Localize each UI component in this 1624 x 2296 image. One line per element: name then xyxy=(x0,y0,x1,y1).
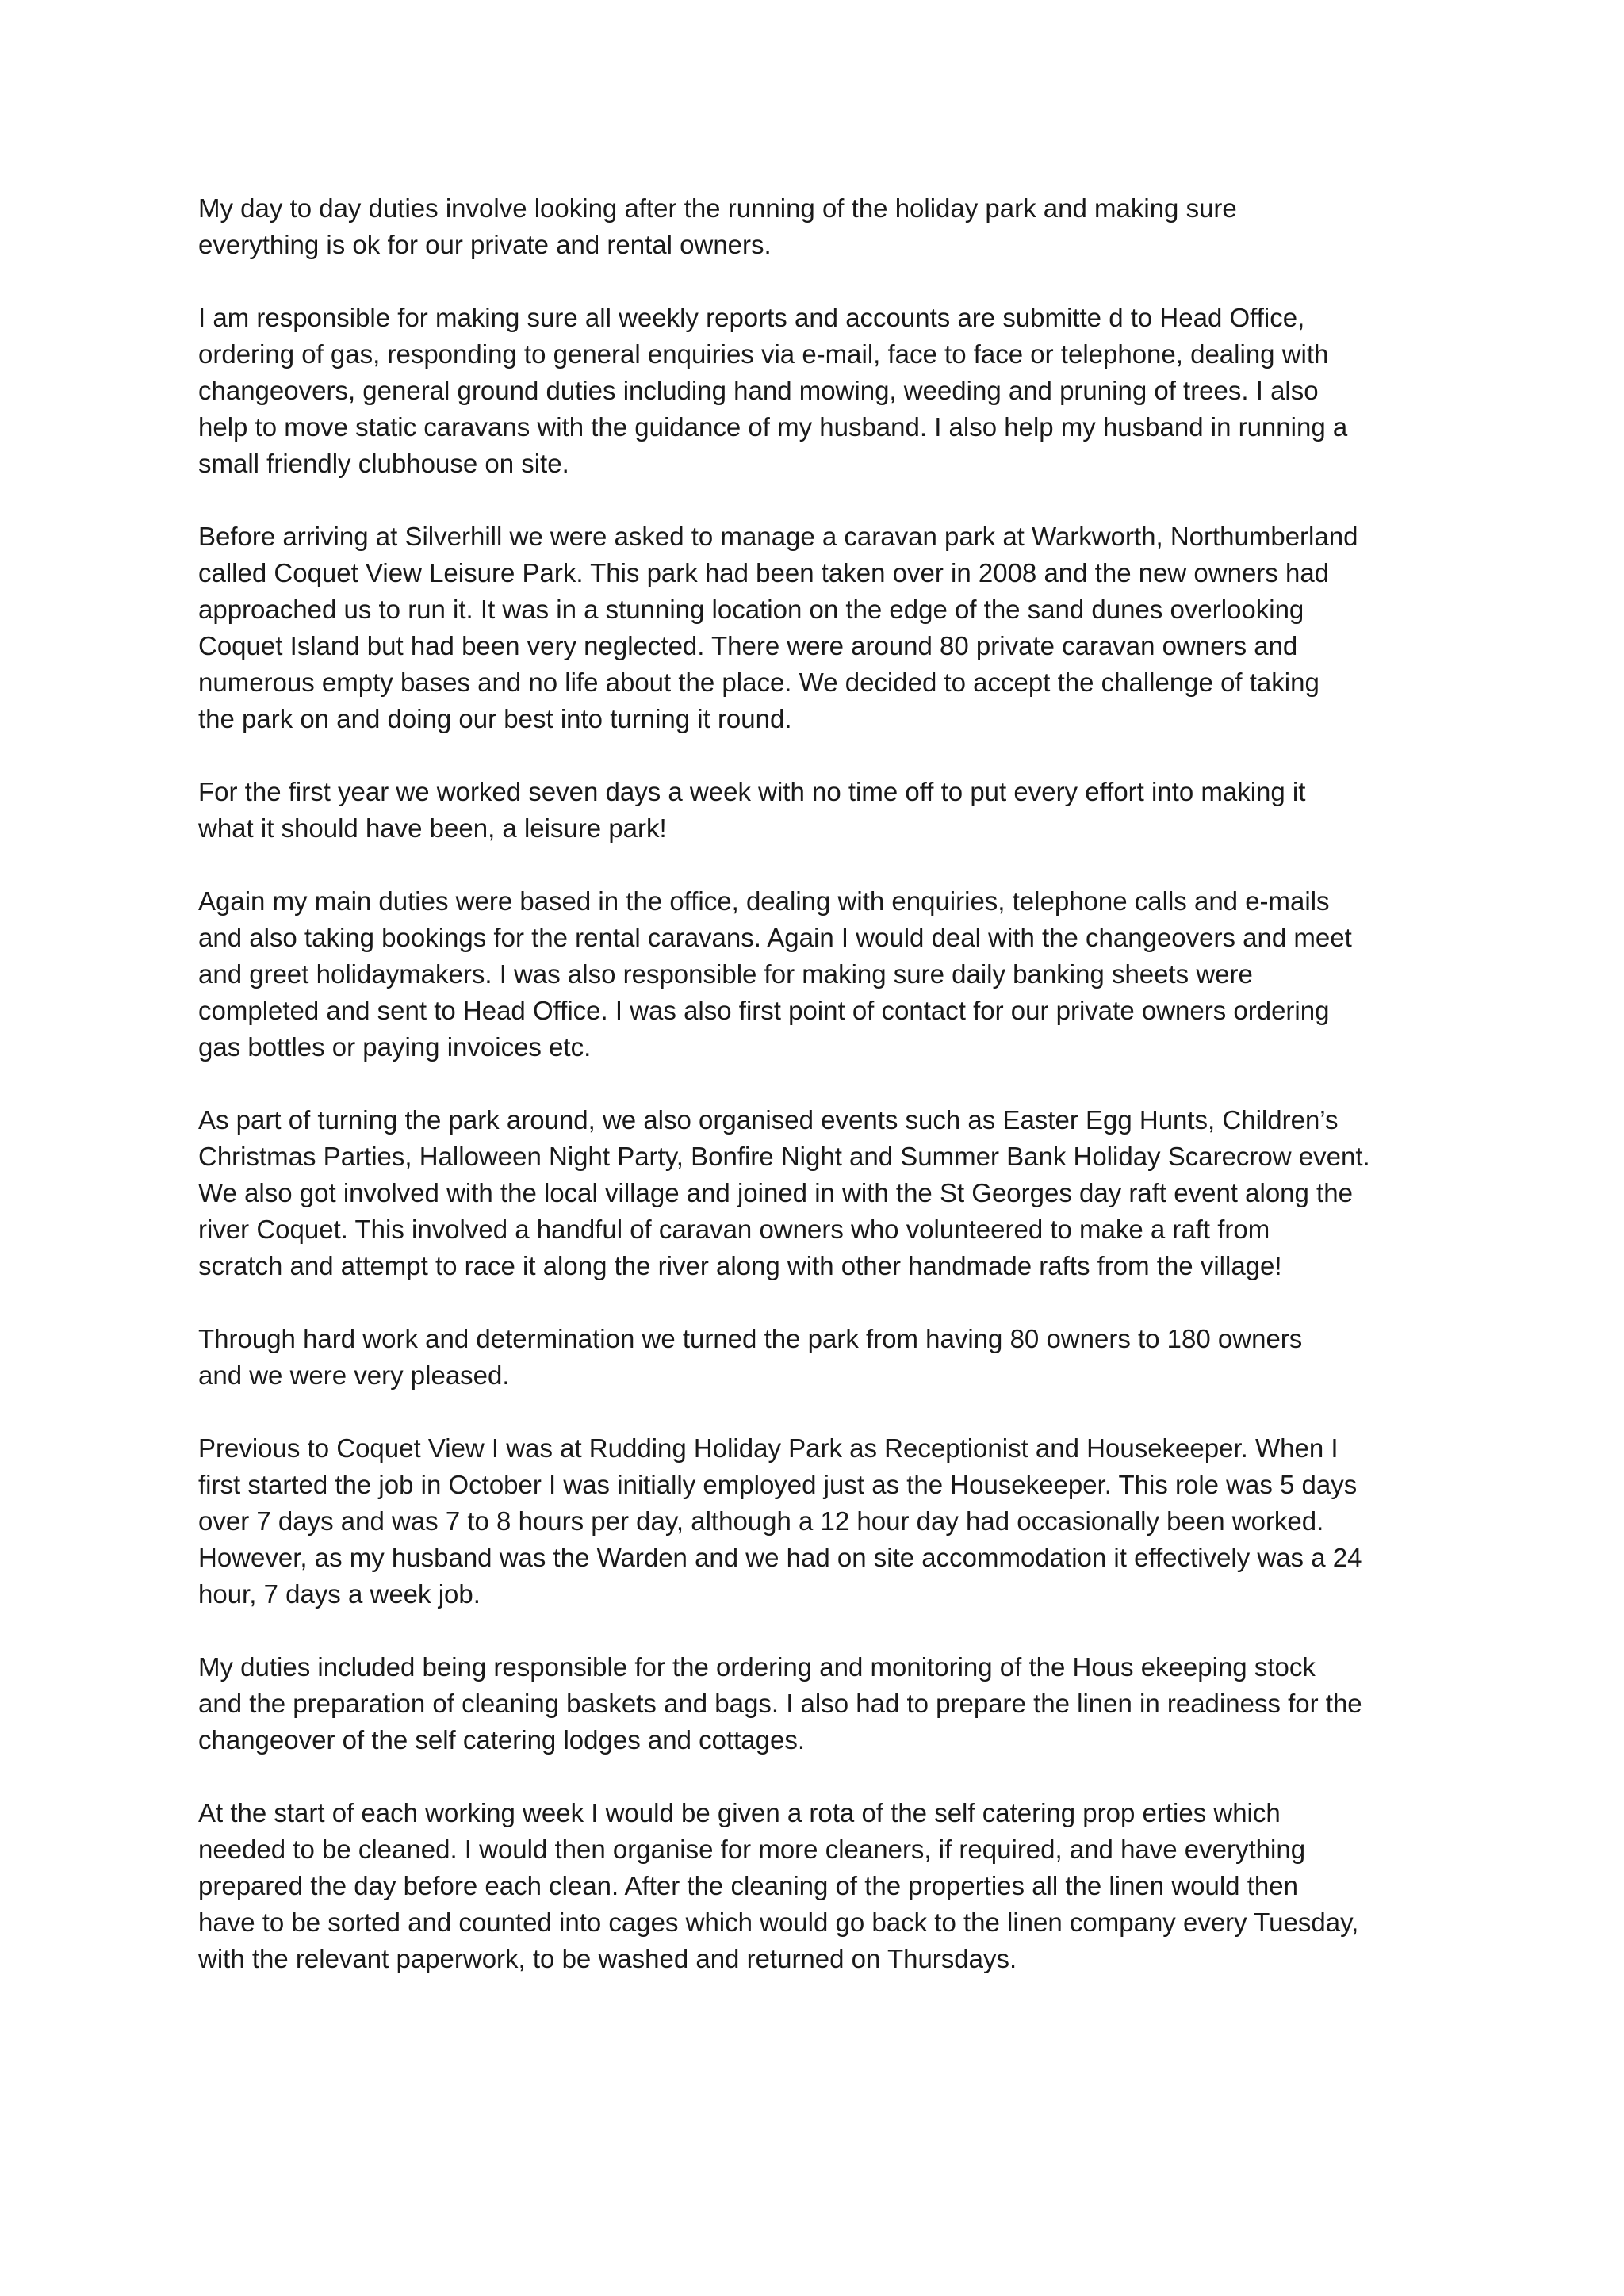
text-line: river Coquet. This involved a handful of caravan owners who volunteered to make a raft from xyxy=(198,1215,1270,1244)
paragraph-office-duties xyxy=(198,883,1451,1066)
paragraph-responsibilities xyxy=(198,300,1451,482)
text-line: We also got involved with the local village and joined in with the St Georges day raft event along the xyxy=(198,1178,1353,1207)
text-line: completed and sent to Head Office. I was also first point of contact for our private owners ordering xyxy=(198,996,1330,1025)
text-line: scratch and attempt to race it along the river along with other handmade rafts from the village! xyxy=(198,1251,1282,1280)
text-line: and the preparation of cleaning baskets and bags. I also had to prepare the linen in readiness for the xyxy=(198,1689,1362,1718)
paragraph-first-year xyxy=(198,774,1451,847)
text-line: with the relevant paperwork, to be washed and returned on Thursdays. xyxy=(198,1944,1017,1973)
text-line: and greet holidaymakers. I was also responsible for making sure daily banking sheets were xyxy=(198,959,1253,989)
paragraph-events xyxy=(198,1102,1451,1284)
text-line: approached us to run it. It was in a stunning location on the edge of the sand dunes overlooking xyxy=(198,595,1304,624)
text-line: At the start of each working week I would be given a rota of the self catering prop erties which xyxy=(198,1798,1281,1827)
text-line: what it should have been, a leisure park! xyxy=(198,813,667,843)
text-line: help to move static caravans with the guidance of my husband. I also help my husband in running a xyxy=(198,412,1348,442)
paragraph-rudding-holiday-park xyxy=(198,1430,1451,1613)
text-line: I am responsible for making sure all weekly reports and accounts are submitte d to Head Office, xyxy=(198,303,1305,332)
text-line: over 7 days and was 7 to 8 hours per day, although a 12 hour day had occasionally been worked. xyxy=(198,1506,1324,1536)
text-line: My duties included being responsible for the ordering and monitoring of the Hous ekeeping stock xyxy=(198,1652,1316,1682)
paragraph-growth xyxy=(198,1321,1451,1394)
text-line: numerous empty bases and no life about the place. We decided to accept the challenge of taking xyxy=(198,668,1320,697)
paragraph-housekeeping-duties xyxy=(198,1649,1451,1758)
text-line: gas bottles or paying invoices etc. xyxy=(198,1032,592,1062)
text-line: changeovers, general ground duties including hand mowing, weeding and pruning of trees. I also xyxy=(198,376,1319,405)
text-line: have to be sorted and counted into cages which would go back to the linen company every Tuesday, xyxy=(198,1908,1359,1937)
text-line: needed to be cleaned. I would then organise for more cleaners, if required, and have everything xyxy=(198,1835,1306,1864)
text-line: changeover of the self catering lodges and cottages. xyxy=(198,1725,806,1755)
text-line: My day to day duties involve looking after the running of the holiday park and making sure xyxy=(198,193,1237,223)
text-line: and we were very pleased. xyxy=(198,1360,510,1390)
text-line: first started the job in October I was initially employed just as the Housekeeper. This role was 5 days xyxy=(198,1470,1358,1499)
text-line: As part of turning the park around, we also organised events such as Easter Egg Hunts, Children’s xyxy=(198,1105,1339,1135)
text-line: small friendly clubhouse on site. xyxy=(198,449,569,478)
text-line: and also taking bookings for the rental caravans. Again I would deal with the changeovers and meet xyxy=(198,923,1352,952)
text-line: the park on and doing our best into turning it round. xyxy=(198,704,792,733)
text-line: For the first year we worked seven days a week with no time off to put every effort into making it xyxy=(198,777,1306,806)
text-line: Again my main duties were based in the office, dealing with enquiries, telephone calls and e-mails xyxy=(198,886,1330,916)
text-line: Christmas Parties, Halloween Night Party, Bonfire Night and Summer Bank Holiday Scarecrow event. xyxy=(198,1142,1370,1171)
document-body xyxy=(198,190,1451,2014)
text-line: hour, 7 days a week job. xyxy=(198,1579,481,1609)
text-line: Previous to Coquet View I was at Rudding Holiday Park as Receptionist and Housekeeper. When I xyxy=(198,1433,1339,1463)
paragraph-coquet-view-background xyxy=(198,519,1451,737)
text-line: Coquet Island but had been very neglected. There were around 80 private caravan owners and xyxy=(198,631,1298,660)
text-line: everything is ok for our private and rental owners. xyxy=(198,230,772,259)
paragraph-weekly-rota xyxy=(198,1795,1451,1977)
text-line: called Coquet View Leisure Park. This park had been taken over in 2008 and the new owners had xyxy=(198,558,1330,587)
text-line: prepared the day before each clean. After the cleaning of the properties all the linen would then xyxy=(198,1871,1298,1900)
text-line: However, as my husband was the Warden and we had on site accommodation it effectively was a 24 xyxy=(198,1543,1362,1572)
text-line: Through hard work and determination we turned the park from having 80 owners to 180 owners xyxy=(198,1324,1303,1353)
text-line: Before arriving at Silverhill we were asked to manage a caravan park at Warkworth, Northumberland xyxy=(198,522,1358,551)
text-line: ordering of gas, responding to general enquiries via e-mail, face to face or telephone, dealing with xyxy=(198,339,1329,369)
paragraph-duties-overview xyxy=(198,190,1451,263)
